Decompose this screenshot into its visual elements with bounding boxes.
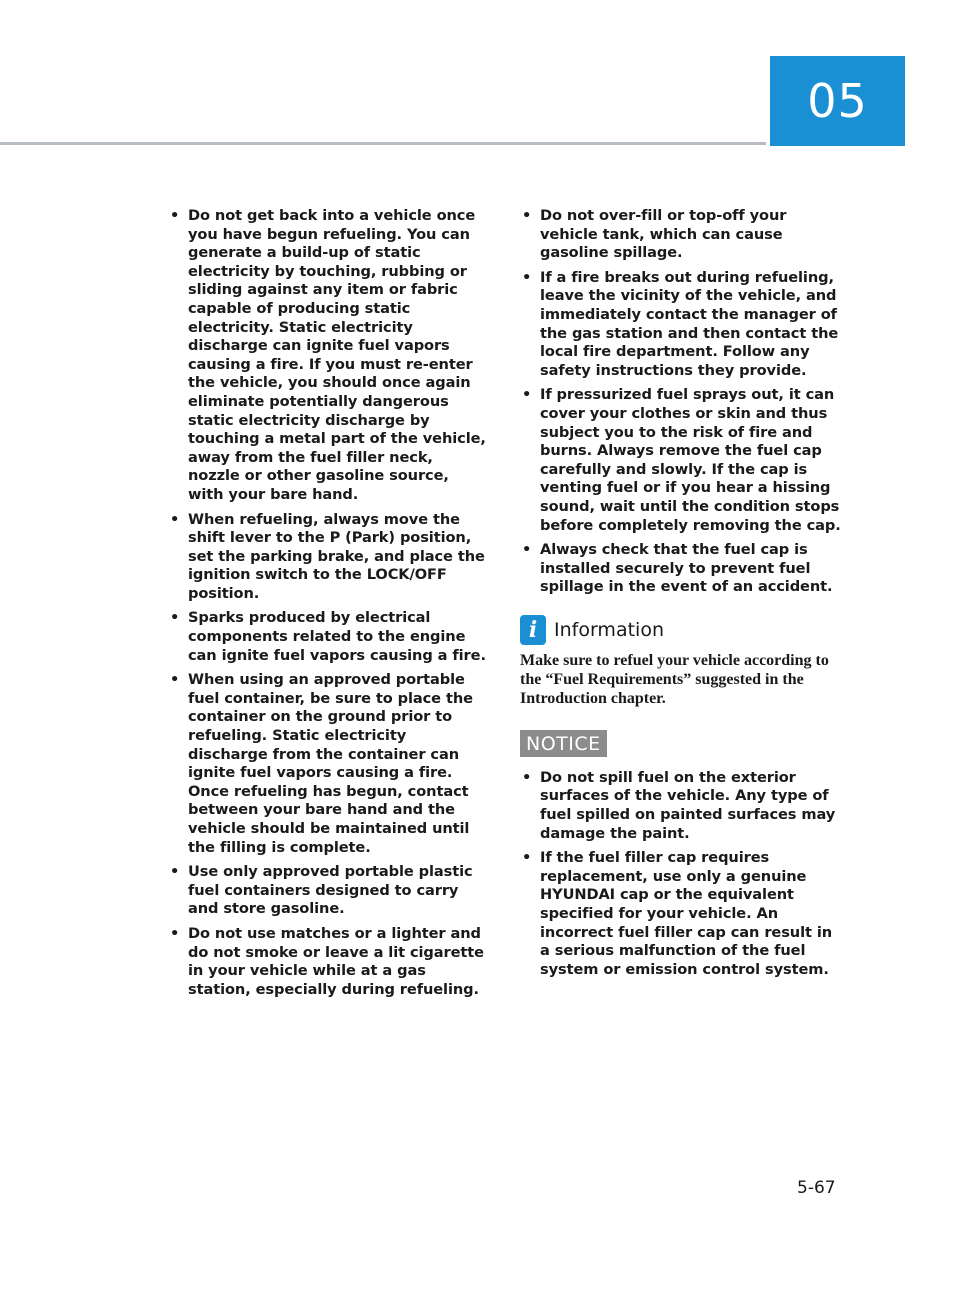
bullet-icon: • [170, 863, 180, 881]
bullet-icon: • [522, 207, 532, 224]
bullet-icon: • [170, 609, 180, 627]
notice-list [520, 769, 845, 980]
list-item: • Use only approved portable plastic fuel containers designed to carry and store gasoline. [170, 863, 473, 918]
list-item: • If a fire breaks out during refueling, leave the vicinity of the vehicle, and immediately contact the manager of the gas station and then contact the local fire department. Follow any safety instructions they provide. [522, 268, 839, 379]
list-item: • Do not over-fill or top-off your vehicle tank, which can cause gasoline spillage. [522, 207, 787, 262]
left-column [168, 207, 488, 1005]
page-number: 5-67 [797, 1178, 836, 1198]
list-item: • Do not spill fuel on the exterior surfaces of the vehicle. Any type of fuel spilled on painted surfaces may damage the paint. [522, 768, 836, 842]
bullet-icon: • [522, 386, 532, 404]
information-body: Make sure to refuel your vehicle according to the “Fuel Requirements” suggested in the Introduction chapter. [520, 651, 829, 707]
list-item: • Sparks produced by electrical components related to the engine can ignite fuel vapors causing a fire. [170, 609, 486, 664]
header-rule [0, 142, 766, 145]
list-item: • When refueling, always move the shift lever to the P (Park) position, set the parking brake, and place the ignition switch to the LOCK/OFF position. [170, 510, 485, 602]
bullet-icon: • [522, 768, 532, 786]
notice-badge: NOTICE [520, 730, 607, 757]
bullet-icon: • [522, 849, 532, 867]
bullet-icon: • [170, 924, 180, 942]
information-box [520, 613, 845, 708]
bullet-icon: • [170, 671, 180, 689]
chapter-tab: 05 [770, 56, 905, 146]
right-column [520, 207, 845, 985]
list-item: • Always check that the fuel cap is installed securely to prevent fuel spillage in the event of an accident. [522, 541, 833, 596]
list-item: • Do not use matches or a lighter and do not smoke or leave a lit cigarette in your vehicle while at a gas station, especially during refueling. [170, 924, 484, 998]
information-header [520, 613, 845, 647]
right-bullet-list [520, 207, 845, 597]
list-item: • If the fuel filler cap requires replacement, use only a genuine HYUNDAI cap or the equivalent specified for your vehicle. An incorrect fuel filler cap can result in a serious malfunction of the fuel system or emission control system. [522, 849, 833, 978]
info-icon: i [520, 615, 546, 645]
bullet-icon: • [522, 268, 532, 286]
left-bullet-list [168, 207, 488, 999]
list-item: • When using an approved portable fuel container, be sure to place the container on the ground prior to refueling. Static electricity discharge from the container can ignite fuel vapors causing a fire. Once refueling has begun, contact between your bare hand and the vehicle should be maintained until the filling is complete. [170, 671, 473, 856]
bullet-icon: • [170, 510, 180, 528]
list-item: • If pressurized fuel sprays out, it can cover your clothes or skin and thus subject you to the risk of fire and burns. Always remove the fuel cap carefully and slowly. If the cap is venting fuel or if you hear a hissing sound, wait until the condition stops before completely removing the cap. [522, 386, 841, 534]
bullet-icon: • [170, 207, 180, 224]
list-item: • Do not get back into a vehicle once you have begun refueling. You can generate a build-up of static electricity by touching, rubbing or sliding against any item or fabric capable of producing static electricity. Static electricity discharge can ignite fuel vapors causing a fire. If you must re-enter the vehicle, you should once again eliminate potentially dangerous static electricity discharge by touching a metal part of the vehicle, away from the fuel filler neck, nozzle or other gasoline source, with your bare hand. [170, 207, 486, 503]
bullet-icon: • [522, 541, 532, 559]
information-title: Information [554, 618, 664, 641]
